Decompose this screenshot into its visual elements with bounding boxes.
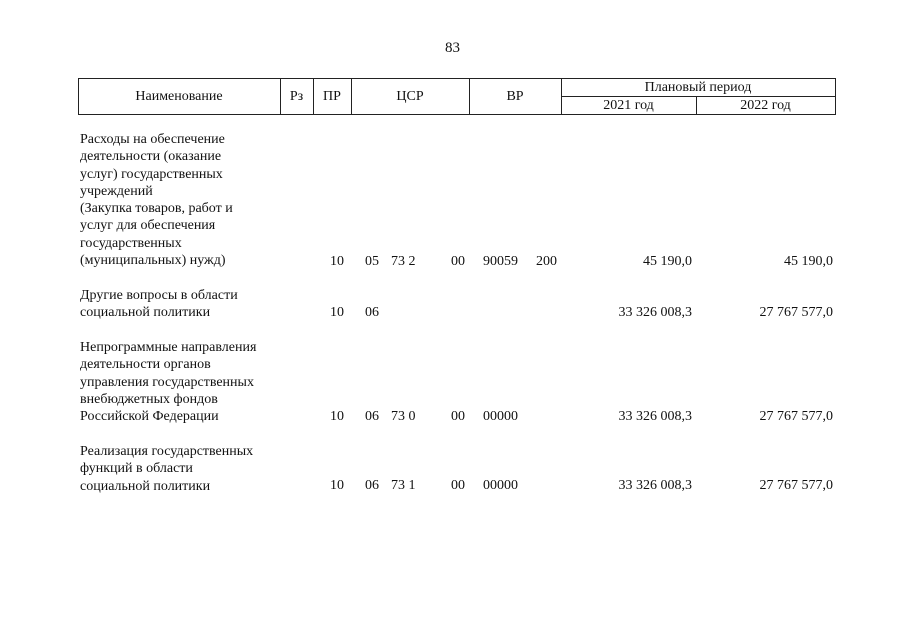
row-name <box>80 339 280 425</box>
header-vr: ВР <box>506 89 524 104</box>
cell-rz: 10 <box>330 305 344 320</box>
row-name-line: управления государственных <box>80 374 254 390</box>
row-name-line: Непрограммные направления <box>80 340 257 355</box>
row-name-line: деятельности (оказание <box>80 149 222 165</box>
row-name <box>80 443 280 495</box>
cell-pr: 06 <box>365 409 379 424</box>
cell-csr-sub: 00 <box>451 409 465 424</box>
header-csr: ЦСР <box>396 89 424 104</box>
cell-2021: 33 326 008,3 <box>618 305 692 320</box>
cell-vr: 200 <box>536 254 557 269</box>
cell-pr: 05 <box>365 254 379 269</box>
row-name-line: Реализация государственных <box>80 444 254 459</box>
header-divider <box>835 78 836 114</box>
row-name-line: деятельности органов <box>80 357 211 373</box>
row-name-line: услуг для обеспечения <box>80 218 216 234</box>
row-name <box>80 287 280 322</box>
cell-2021: 33 326 008,3 <box>618 478 692 493</box>
cell-2022: 27 767 577,0 <box>759 305 833 320</box>
header-name: Наименование <box>135 89 223 104</box>
cell-csr-code: 90059 <box>483 254 518 269</box>
row-name-line: Другие вопросы в области <box>80 288 238 303</box>
cell-rz: 10 <box>330 254 344 269</box>
row-name-line: социальной политики <box>80 478 211 494</box>
cell-csr-program: 73 1 <box>391 478 416 493</box>
row-name-line: (Закупка товаров, работ и <box>80 201 233 217</box>
row-name-line: социальной политики <box>80 305 211 321</box>
row-name <box>80 131 280 269</box>
cell-csr-program: 73 0 <box>391 409 416 424</box>
cell-csr-program: 73 2 <box>391 254 416 269</box>
header-pr: ПР <box>323 89 341 104</box>
cell-2021: 45 190,0 <box>643 254 692 269</box>
row-name-line: внебюджетных фондов <box>80 391 218 407</box>
row-name-line: государственных <box>80 235 182 251</box>
row-name-line: услуг) государственных <box>80 166 223 182</box>
cell-csr-code: 00000 <box>483 478 518 493</box>
cell-rz: 10 <box>330 478 344 493</box>
row-name-line: Расходы на обеспечение <box>80 132 225 147</box>
cell-pr: 06 <box>365 478 379 493</box>
header-planned-period: Плановый период <box>644 80 752 95</box>
cell-pr: 06 <box>365 305 379 320</box>
cell-2022: 45 190,0 <box>784 254 833 269</box>
cell-csr-code: 00000 <box>483 409 518 424</box>
row-name-line: функций в области <box>80 461 193 477</box>
cell-rz: 10 <box>330 409 344 424</box>
row-name-line: (муниципальных) нужд) <box>80 253 226 269</box>
cell-csr-sub: 00 <box>451 254 465 269</box>
cell-2022: 27 767 577,0 <box>759 409 833 424</box>
cell-2021: 33 326 008,3 <box>618 409 692 424</box>
header-year-2022: 2022 год <box>740 98 791 113</box>
page-number: 83 <box>445 40 460 56</box>
cell-csr-sub: 00 <box>451 478 465 493</box>
header-bottom-border <box>78 114 836 115</box>
header-rz: Рз <box>289 89 304 104</box>
row-name-line: Российской Федерации <box>80 409 219 425</box>
header-year-2021: 2021 год <box>603 98 654 113</box>
cell-2022: 27 767 577,0 <box>759 478 833 493</box>
row-name-line: учреждений <box>80 183 153 199</box>
